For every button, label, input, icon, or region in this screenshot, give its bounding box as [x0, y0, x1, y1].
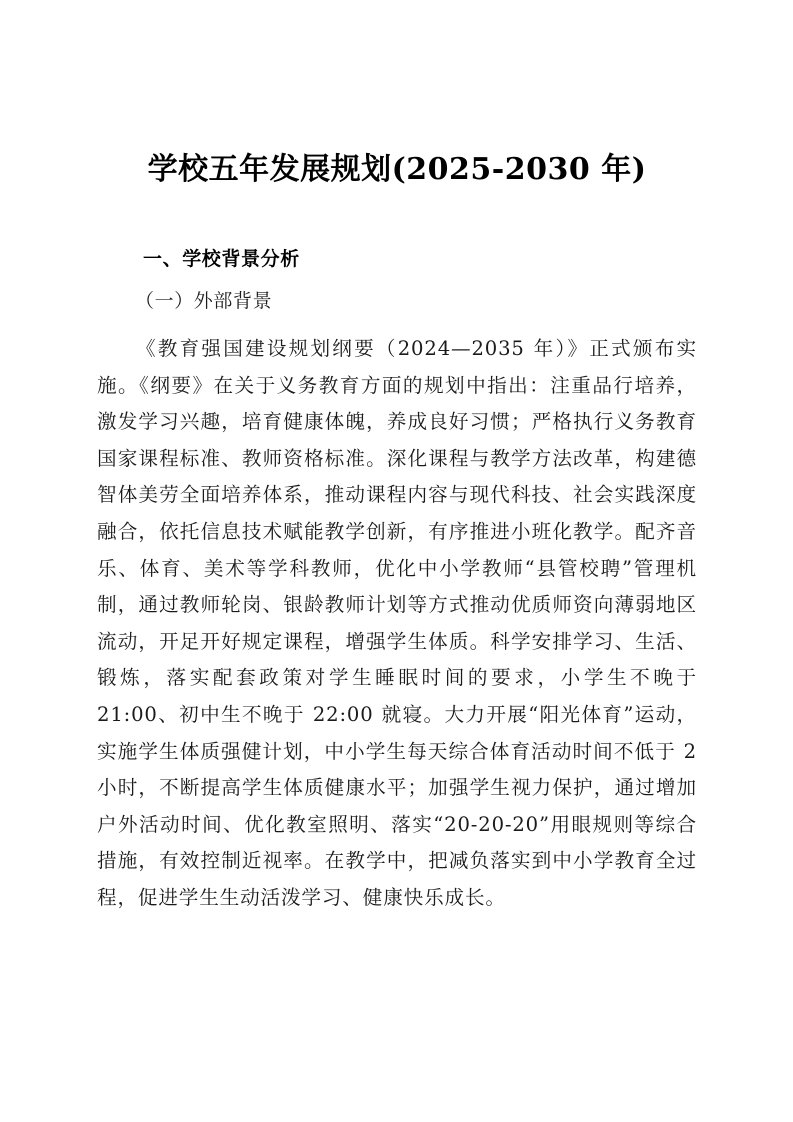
document-body [97, 0, 697, 917]
subsection-heading-external-background: （一）外部背景 [135, 290, 273, 312]
section-heading-background-analysis: 一、学校背景分析 [143, 248, 300, 270]
page-title: 学校五年发展规划(2025-2030 年) [147, 152, 647, 187]
paragraph-external-background: 《教育强国建设规划纲要（2024—2035 年）》正式颁布实施。《纲要》在关于义务教育方面的规划中指出：注重品行培养，激发学习兴趣，培育健康体魄，养成良好习惯；严格执行义务教育国家课程标准、教师资格标准。深化课程与教学方法改革，构建德智体美劳全面培养体系，推动课程内容与现代科技、社会实践深度融合，依托信息技术赋能教学创新，有序推进小班化教学。配齐音乐、体育、美术等学科教师，优化中小学教师“县管校聘”管理机制，通过教师轮岗、银龄教师计划等方式推动优质师资向薄弱地区流动，开足开好规定课程，增强学生体质。科学安排学习、生活、锻炼，落实配套政策对学生睡眠时间的要求，小学生不晚于 21:00、初中生不晚于 22:00 就寝。大力开展“阳光体育”运动，实施学生体质强健计划，中小学生每天综合体育活动时间不低于 2 小时，不断提高学生体质健康水平；加强学生视力保护，通过增加户外活动时间、优化教室照明、落实“20-20-20”用眼规则等综合措施，有效控制近视率。在教学中，把减负落实到中小学教育全过程，促进学生生动活泼学习、健康快乐成长。 [97, 337, 697, 909]
